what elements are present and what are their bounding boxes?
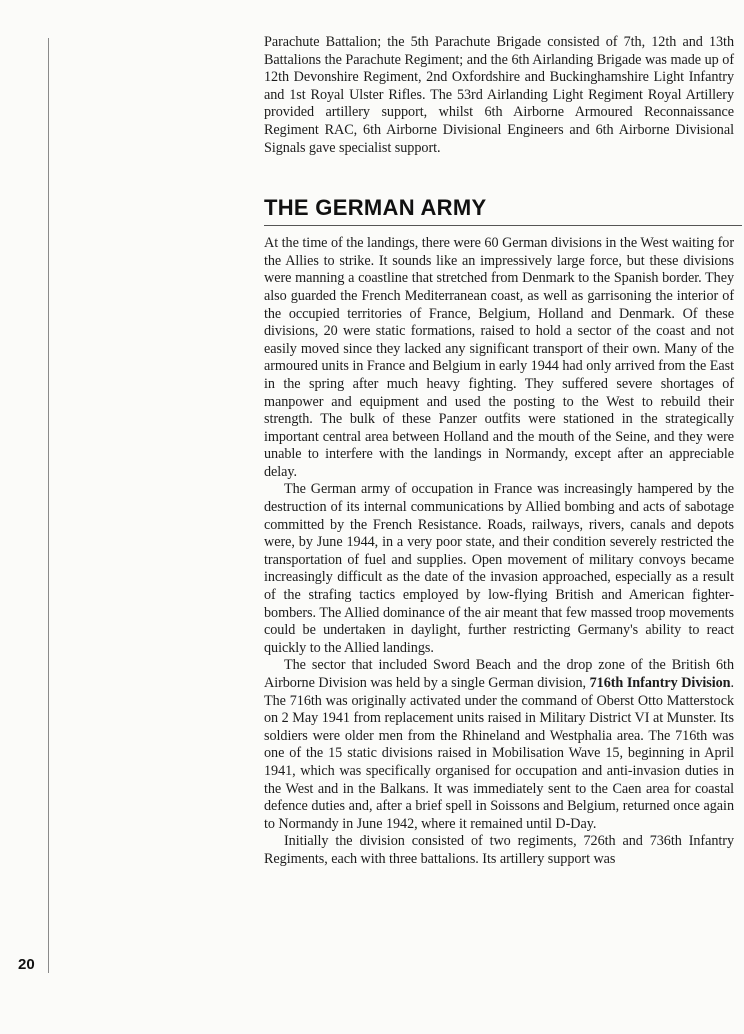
paragraph-2: The German army of occupation in France was increasingly hampered by the destruction of its internal communications by Allied bombing and acts of sabotage committed by the French Resistance. Roads, railways, rivers, canals and depots were, by June 1944, in a very poor state, and their condition severely restricted the transportation of fuel and supplies. Open movement of military convoys became increasingly difficult as the date of the invasion approached, especially as a result of the strafing tactics employed by low-flying British and American fighter-bombers. The Allied dominance of the air meant that few massed troop movements could be undertaken in daylight, further restricting Germany's ability to react quickly to the Allied landings.	[264, 481, 734, 656]
margin-rule	[48, 38, 49, 973]
paragraph-3-lead: The sector that included Sword Beach and the drop zone of the British 6th Airborne Division was held by a single German division,	[264, 657, 734, 691]
text-column	[264, 34, 734, 869]
paragraph-1: At the time of the landings, there were 60 German divisions in the West waiting for the Allies to strike. It sounds like an impressively large force, but these divisions were manning a coastline that stretched from Denmark to the Spanish border. They also guarded the French Mediterranean coast, as well as garrisoning the interior of the occupied territories of France, Belgium, Holland and Denmark. Of these divisions, 20 were static formations, raised to hold a sector of the coast and not easily moved since they lacked any significant transport of their own. Many of the armoured units in France and Belgium in early 1944 had only arrived from the East in the spring after much heavy fighting. They suffered severe shortages of manpower and equipment and used the posting to the West to rebuild their strength. The bulk of these Panzer outfits were stationed in the strategically important central area between Holland and the mouth of the Seine, and they were unable to interfere with the landings in Normandy, except after an appreciable delay.	[264, 235, 734, 480]
paragraph-4: Initially the division consisted of two regiments, 726th and 736th Infantry Regiments, each with three battalions. Its artillery support was	[264, 833, 734, 867]
paragraph-3-rest: . The 716th was originally activated under the command of Oberst Otto Matterstock on 2 May 1941 from replacement units raised in Military District VI at Munster. Its soldiers were older men from the Rhineland and Westphalia area. The 716th was one of the 15 static divisions raised in Mobilisation Wave 15, beginning in April 1941, which was specifically organised for occupation and anti-invasion duties in the West and in the Balkans. It was immediately sent to the Caen area for coastal defence duties and, after a brief spell in Soissons and Belgium, returned once again to Normandy in June 1942, where it remained until D-Day.	[264, 675, 734, 832]
page-number: 20	[18, 956, 35, 973]
paragraph-3	[264, 657, 734, 833]
section-heading: THE GERMAN ARMY	[264, 195, 487, 221]
division-name: 716th Infantry Division	[589, 675, 731, 691]
heading-rule	[264, 225, 742, 226]
intro-paragraph: Parachute Battalion; the 5th Parachute Brigade consisted of 7th, 12th and 13th Battalions the Parachute Regiment; and the 6th Airlanding Brigade was made up of 12th Devonshire Regiment, 2nd Oxfordshire and Buckinghamshire Light Infantry and 1st Royal Ulster Rifles. The 53rd Airlanding Light Regiment Royal Artillery provided artillery support, whilst 6th Airborne Armoured Reconnaissance Regiment RAC, 6th Airborne Divisional Engineers and 6th Airborne Divisional Signals gave specialist support.	[264, 34, 734, 156]
